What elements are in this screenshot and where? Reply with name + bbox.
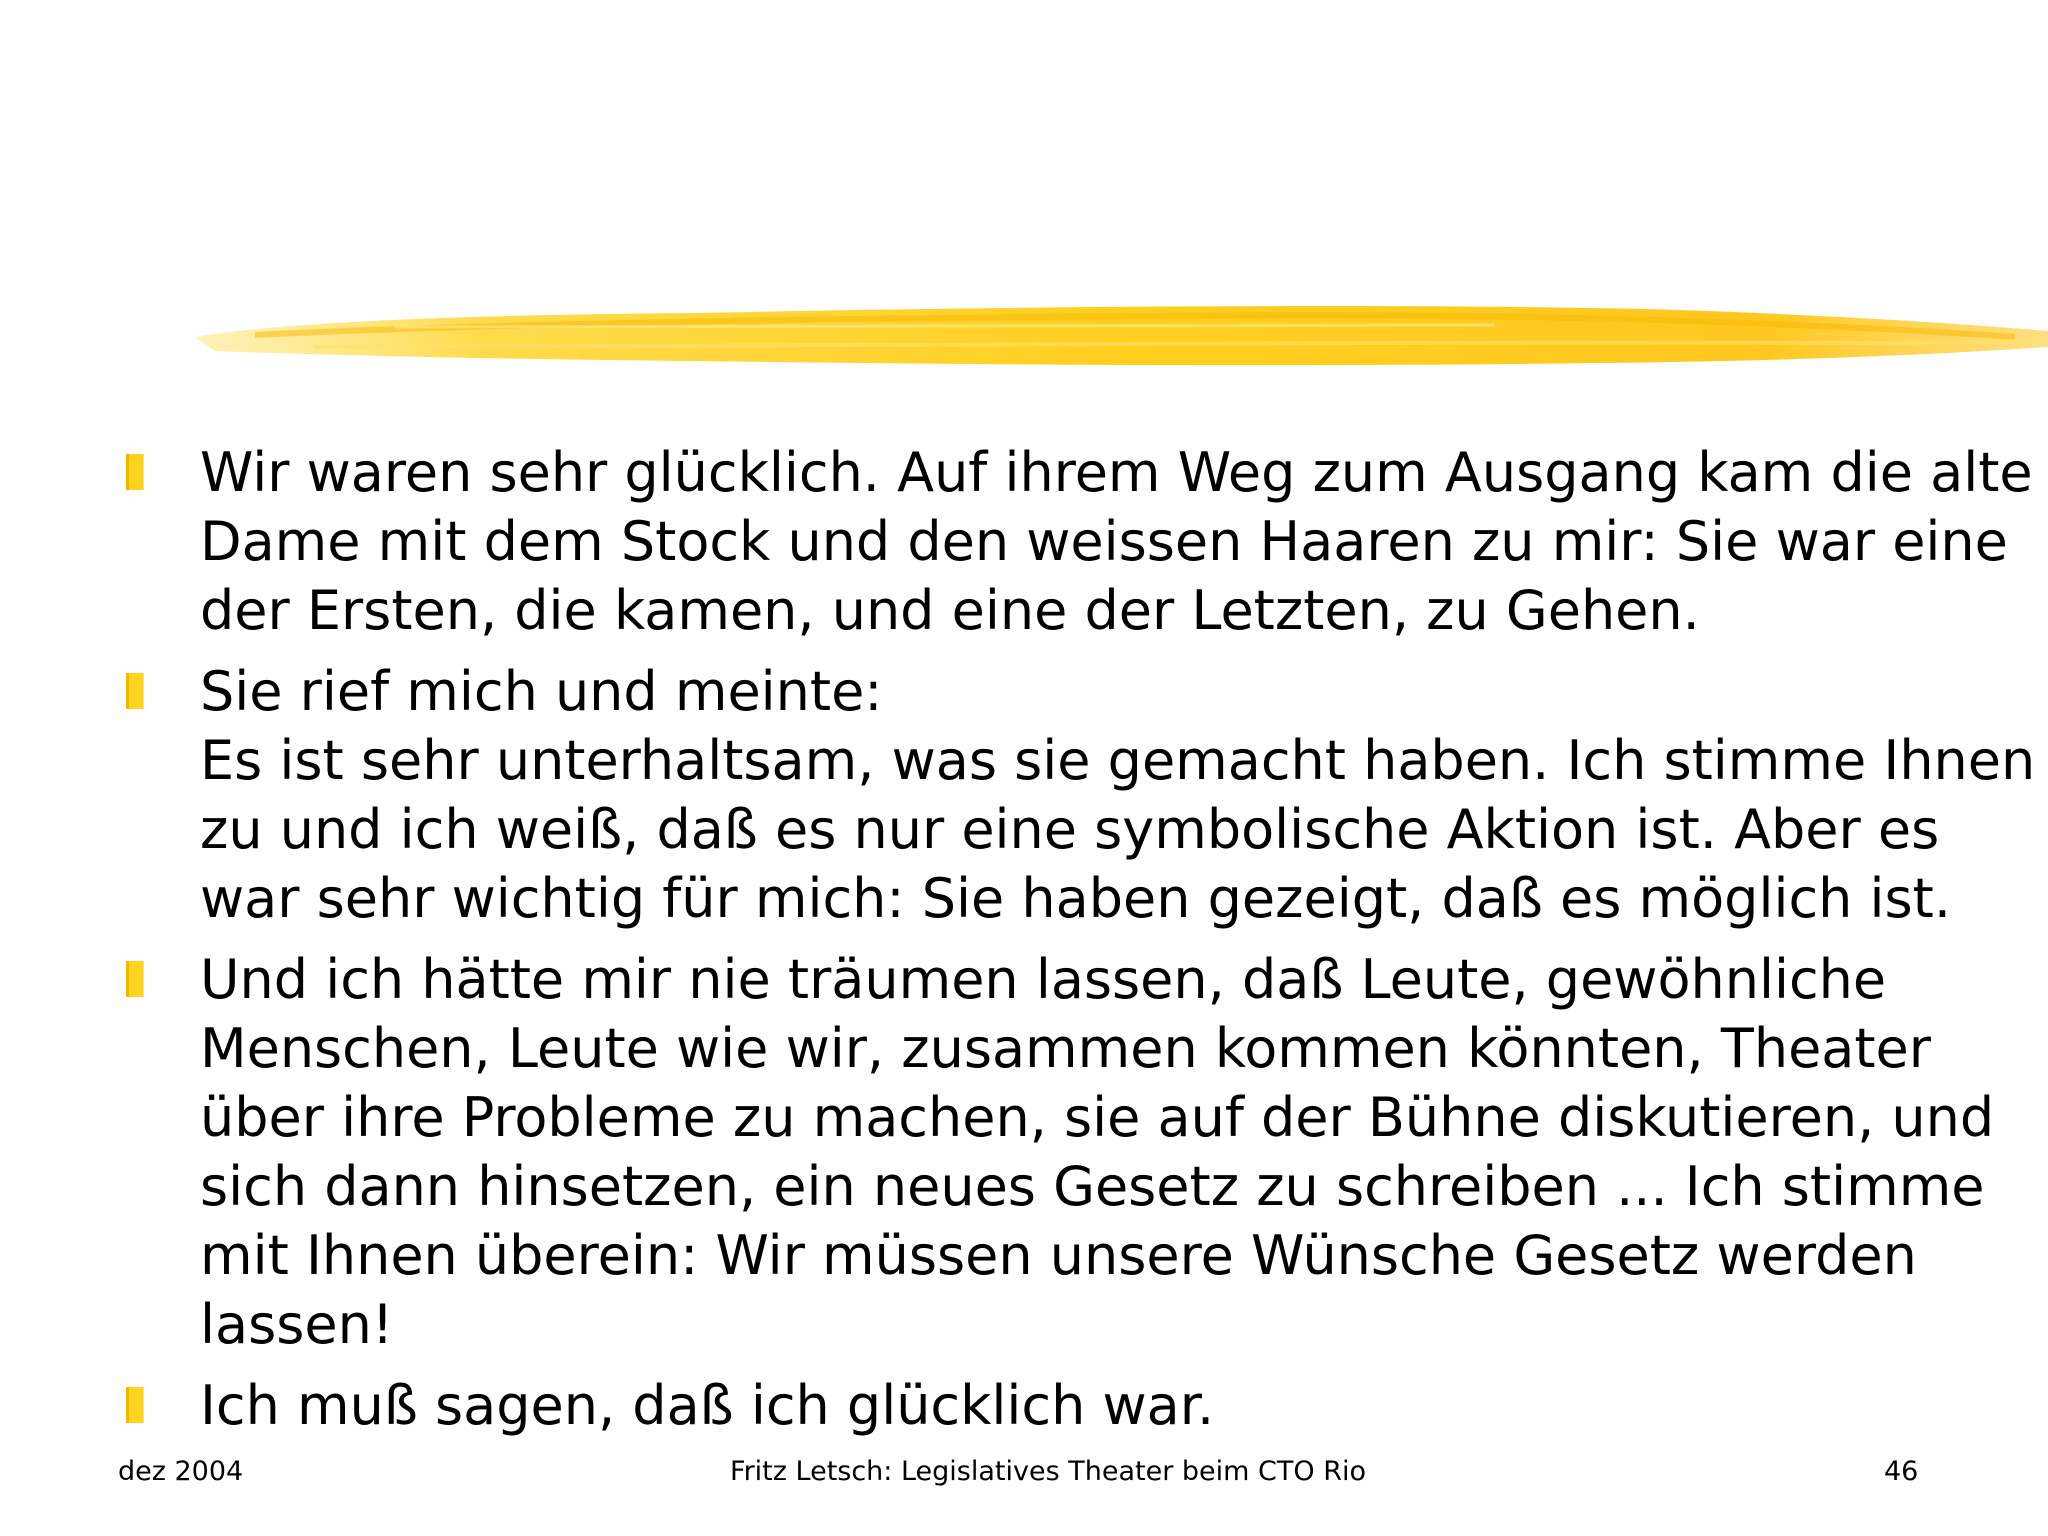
bullet-text-line: Menschen, Leute wie wir, zusammen kommen könnten, Theater bbox=[200, 1017, 1931, 1080]
bullet-text-line: mit Ihnen überein: Wir müssen unsere Wünsche Gesetz werden bbox=[200, 1224, 1917, 1287]
bullet-marker-icon bbox=[126, 673, 144, 709]
bullet-text-line: Und ich hätte mir nie träumen lassen, daß Leute, gewöhnliche bbox=[200, 948, 1887, 1011]
bullet-text-line: der Ersten, die kamen, und eine der Letzten, zu Gehen. bbox=[200, 579, 1700, 642]
bullet-marker-icon bbox=[126, 961, 144, 997]
yellow-brush-stroke bbox=[195, 295, 2048, 375]
bullet-item bbox=[118, 945, 1995, 1359]
bullet-text-line: sich dann hinsetzen, ein neues Gesetz zu schreiben ... Ich stimme bbox=[200, 1155, 1985, 1218]
bullet-text-line: Es ist sehr unterhaltsam, was sie gemacht haben. Ich stimme Ihnen bbox=[200, 729, 2036, 792]
bullet-text-line: lassen! bbox=[200, 1293, 394, 1356]
bullet-item bbox=[118, 1371, 1948, 1440]
bullet-text-line: Dame mit dem Stock und den weissen Haaren zu mir: Sie war eine bbox=[200, 510, 2008, 573]
footer-title: Fritz Letsch: Legislatives Theater beim CTO Rio bbox=[730, 1456, 1366, 1487]
bullet-item bbox=[118, 438, 2033, 645]
bullet-text-line: zu und ich weiß, daß es nur eine symbolische Aktion ist. Aber es bbox=[200, 798, 1940, 861]
bullet-item bbox=[118, 657, 2036, 933]
bullet-text-line: Sie rief mich und meinte: bbox=[200, 660, 883, 723]
page-number: 46 bbox=[1884, 1456, 1919, 1487]
bullet-marker-icon bbox=[126, 454, 144, 490]
bullet-list bbox=[118, 438, 2036, 1452]
bullet-text-line: Wir waren sehr glücklich. Auf ihrem Weg zum Ausgang kam die alte bbox=[200, 441, 2033, 504]
bullet-text-line: war sehr wichtig für mich: Sie haben gezeigt, daß es möglich ist. bbox=[200, 867, 1952, 930]
bullet-marker-icon bbox=[126, 1387, 144, 1423]
bullet-text-line: Ich muß sagen, daß ich glücklich war. bbox=[200, 1374, 1215, 1437]
bullet-text-line: über ihre Probleme zu machen, sie auf der Bühne diskutieren, und bbox=[200, 1086, 1995, 1149]
footer-date: dez 2004 bbox=[118, 1456, 244, 1487]
